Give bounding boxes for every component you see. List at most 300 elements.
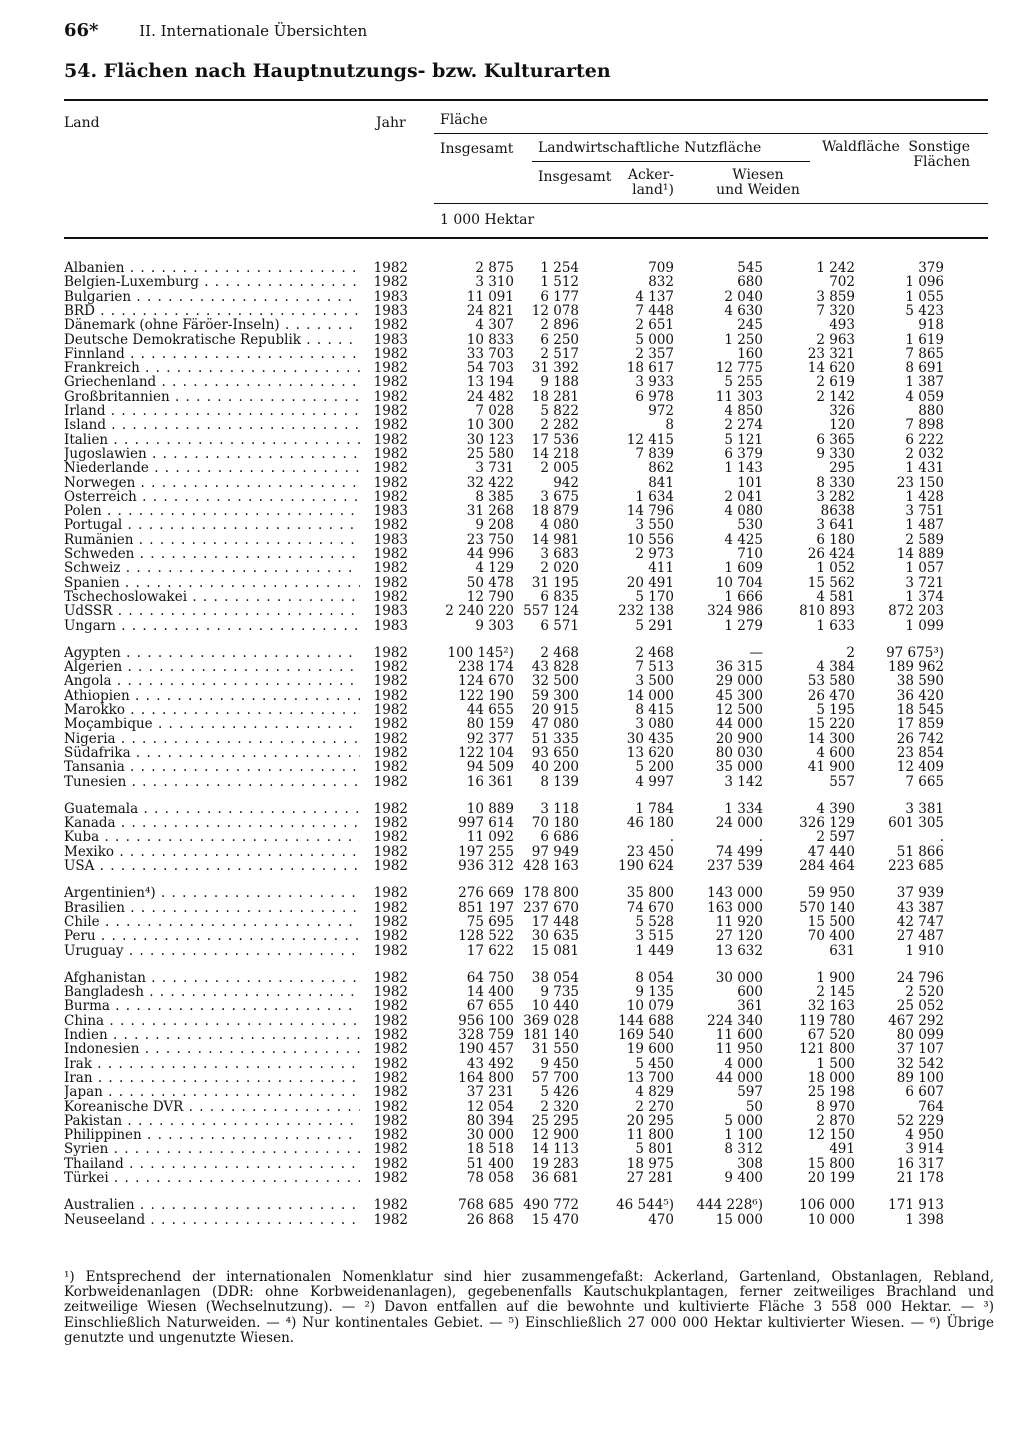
cell-lnf-insgesamt: 31 550 [531, 1041, 579, 1058]
cell-sonstige: 14 889 [896, 546, 944, 562]
cell-insgesamt: 10 889 [466, 800, 514, 817]
cell-ackerland: 30 435 [626, 730, 674, 747]
cell-sonstige: 38 590 [896, 673, 944, 690]
table-row [0, 845, 1024, 859]
cell-lnf-insgesamt: 490 772 [523, 1197, 579, 1214]
cell-ackerland: 8 415 [635, 702, 674, 718]
cell-insgesamt: 10 833 [466, 331, 514, 348]
cell-jahr: 1982 [373, 1155, 408, 1172]
cell-sonstige: 2 589 [905, 531, 944, 548]
cell-lnf-insgesamt: 9 735 [540, 984, 579, 1001]
cell-ackerland: 27 281 [626, 1170, 674, 1186]
cell-wald: 702 [829, 274, 855, 291]
cell-wald: 3 859 [816, 288, 855, 305]
cell-land: Italien . . . [64, 433, 360, 447]
cell-insgesamt: 3 731 [475, 460, 514, 477]
cell-lnf-insgesamt: 237 670 [523, 899, 579, 916]
cell-ackerland: 5 801 [635, 1141, 674, 1158]
cell-ackerland: . [669, 829, 674, 846]
cell-sonstige: 3 751 [905, 503, 944, 520]
cell-jahr: 1982 [373, 1084, 408, 1101]
cell-land: Schweiz . . . [64, 561, 360, 575]
cell-wiesen: 245 [737, 317, 763, 334]
cell-wald: 5 195 [816, 702, 855, 718]
header-rule-top [64, 99, 988, 101]
cell-lnf-insgesamt: 369 028 [523, 1012, 579, 1029]
table-row [0, 333, 1024, 347]
cell-wiesen: 2 274 [724, 417, 763, 434]
cell-lnf-insgesamt: 2 005 [540, 460, 579, 477]
cell-land: Tansania . . . [64, 760, 360, 774]
cell-sonstige: 1 057 [905, 560, 944, 577]
cell-ackerland: 1 449 [635, 942, 674, 959]
cell-wiesen: 12 500 [715, 702, 763, 718]
table-row [0, 944, 1024, 958]
cell-ackerland: 411 [648, 560, 674, 577]
cell-wiesen: 20 900 [715, 730, 763, 747]
table-row [0, 732, 1024, 746]
table-row [0, 576, 1024, 590]
cell-wiesen: 5 121 [724, 431, 763, 448]
cell-wiesen: 1 279 [724, 617, 763, 634]
cell-insgesamt: 16 361 [466, 773, 514, 790]
cell-jahr: 1982 [373, 1012, 408, 1029]
cell-wald: 53 580 [807, 673, 855, 690]
cell-ackerland: 18 617 [626, 360, 674, 377]
cell-lnf-insgesamt: 5 426 [540, 1084, 579, 1101]
col-header-flaeche: Fläche [440, 112, 488, 128]
cell-jahr: 1982 [373, 998, 408, 1015]
cell-wald: 4 390 [816, 800, 855, 817]
cell-jahr: 1982 [373, 431, 408, 448]
table-row [0, 418, 1024, 432]
cell-lnf-insgesamt: 8 139 [540, 773, 579, 790]
cell-insgesamt: 164 800 [458, 1069, 514, 1086]
cell-insgesamt: 54 703 [466, 360, 514, 377]
cell-insgesamt: 37 231 [466, 1084, 514, 1101]
cell-ackerland: 709 [648, 260, 674, 276]
cell-land: Brasilien . . . [64, 901, 360, 915]
cell-wiesen: 545 [737, 260, 763, 276]
cell-wiesen: 1 334 [724, 800, 763, 817]
col-header-lnf-insgesamt: Insgesamt [538, 169, 612, 185]
col-header-ackerland: Acker- land¹) [627, 167, 674, 198]
cell-wald: 2 142 [816, 388, 855, 405]
table-row [0, 1157, 1024, 1171]
cell-insgesamt: 44 655 [466, 702, 514, 718]
cell-insgesamt: 80 159 [466, 716, 514, 733]
cell-ackerland: 3 500 [635, 673, 674, 690]
cell-insgesamt: 30 123 [466, 431, 514, 448]
cell-wald: 15 562 [807, 574, 855, 591]
cell-lnf-insgesamt: 2 282 [540, 417, 579, 434]
cell-wald: 2 145 [816, 984, 855, 1001]
cell-insgesamt: 25 580 [466, 445, 514, 462]
cell-wald: 7 320 [816, 302, 855, 319]
col-header-land: Land [64, 115, 100, 131]
cell-wiesen: 11 950 [715, 1041, 763, 1058]
cell-wiesen: 5 255 [724, 374, 763, 391]
table-row [0, 689, 1024, 703]
cell-sonstige: 6 222 [905, 431, 944, 448]
cell-ackerland: 10 079 [626, 998, 674, 1015]
cell-land: Bangladesh . . . [64, 985, 360, 999]
cell-sonstige: 23 150 [896, 474, 944, 491]
cell-land: Österreich . . . [64, 490, 360, 504]
cell-wiesen: 361 [737, 998, 763, 1015]
col-header-jahr: Jahr [376, 115, 406, 131]
cell-land: Guatemala . . . [64, 802, 360, 816]
cell-insgesamt: 44 996 [466, 546, 514, 562]
cell-wiesen: 11 303 [715, 388, 763, 405]
cell-ackerland: 2 651 [635, 317, 674, 334]
cell-jahr: 1982 [373, 1069, 408, 1086]
cell-land: Peru . . . [64, 929, 360, 943]
table-row [0, 1213, 1024, 1227]
footnotes: ¹) Entsprechend der internationalen Nomenklatur sind hier zusammengefaßt: Ackerland, Gartenland, Obstanlagen, Rebland, Korbweidenanlagen (DDR: ohne Korbweidenanlagen), gegebenenfalls Kautschukplantagen, ferner zeitweiliges Brachland und zeitweilige Wiesen (Wechselnutzung). — ²) Davon entfallen auf die bewohnte und kultivierte Fläche 3 558 000 Hektar. — ³) Einschließlich Naturweiden. — ⁴) Nur kontinentales Gebiet. — ⁵) Einschließlich 27 000 000 Hektar kultivierter Wiesen. — ⁶) Übrige genutzte und ungenutzte Wiesen. [64, 1269, 994, 1346]
cell-lnf-insgesamt: 2 320 [540, 1098, 579, 1115]
cell-wiesen: 36 315 [715, 659, 763, 676]
table-row [0, 461, 1024, 475]
cell-insgesamt: 11 092 [466, 829, 514, 846]
table-row [0, 1085, 1024, 1099]
cell-jahr: 1982 [373, 759, 408, 776]
table-row [0, 999, 1024, 1013]
cell-insgesamt: 190 457 [458, 1041, 514, 1058]
cell-jahr: 1982 [373, 1098, 408, 1115]
cell-land: Argentinien⁴) . . . [64, 886, 360, 900]
cell-wiesen: 2 040 [724, 288, 763, 305]
table-row [0, 674, 1024, 688]
cell-jahr: 1982 [373, 942, 408, 959]
cell-wiesen: 1 250 [724, 331, 763, 348]
cell-wiesen: 30 000 [715, 969, 763, 986]
cell-lnf-insgesamt: 6 571 [540, 617, 579, 634]
cell-jahr: 1982 [373, 899, 408, 916]
cell-ackerland: 4 137 [635, 288, 674, 305]
cell-sonstige: 4 950 [905, 1127, 944, 1144]
cell-lnf-insgesamt: 3 675 [540, 488, 579, 505]
cell-lnf-insgesamt: 3 118 [540, 800, 579, 817]
cell-insgesamt: 50 478 [466, 574, 514, 591]
table-row [0, 619, 1024, 633]
cell-land: Neuseeland . . . [64, 1213, 360, 1227]
cell-wiesen: 24 000 [715, 815, 763, 832]
cell-wiesen: 4 850 [724, 403, 763, 419]
cell-wald: 8 330 [816, 474, 855, 491]
table-row [0, 746, 1024, 760]
cell-wald: 47 440 [807, 843, 855, 860]
cell-wald: 41 900 [807, 759, 855, 776]
cell-land: Irland . . . [64, 404, 360, 418]
cell-sonstige: 2 032 [905, 445, 944, 462]
cell-jahr: 1983 [373, 603, 408, 620]
cell-ackerland: 144 688 [618, 1012, 674, 1029]
table-row [0, 590, 1024, 604]
header-rule-bottom [64, 237, 988, 239]
cell-jahr: 1982 [373, 744, 408, 761]
cell-lnf-insgesamt: 25 295 [531, 1112, 579, 1129]
cell-jahr: 1982 [373, 984, 408, 1001]
cell-land: BRD . . . [64, 304, 360, 318]
cell-lnf-insgesamt: 6 250 [540, 331, 579, 348]
table-row [0, 476, 1024, 490]
table-row [0, 760, 1024, 774]
cell-insgesamt: 4 129 [475, 560, 514, 577]
cell-jahr: 1982 [373, 1141, 408, 1158]
cell-sonstige: 5 423 [905, 302, 944, 319]
cell-jahr: 1982 [373, 345, 408, 362]
cell-sonstige: 25 052 [896, 998, 944, 1015]
cell-sonstige: 37 939 [896, 885, 944, 902]
cell-land: Rumänien . . . [64, 533, 360, 547]
table-row [0, 717, 1024, 731]
cell-land: Tschechoslowakei . . . [64, 590, 360, 604]
table-row [0, 1100, 1024, 1114]
cell-land: Philippinen . . . [64, 1128, 360, 1142]
cell-insgesamt: 92 377 [466, 730, 514, 747]
cell-sonstige: 1 487 [905, 517, 944, 534]
cell-ackerland: 3 080 [635, 716, 674, 733]
cell-lnf-insgesamt: 93 650 [531, 744, 579, 761]
cell-wiesen: 27 120 [715, 928, 763, 945]
cell-ackerland: 3 515 [635, 928, 674, 945]
cell-land: Angola . . . [64, 674, 360, 688]
cell-sonstige: 42 747 [896, 913, 944, 930]
cell-land: Bulgarien . . . [64, 290, 360, 304]
cell-land: Indien . . . [64, 1028, 360, 1042]
cell-insgesamt: 78 058 [466, 1170, 514, 1186]
cell-jahr: 1982 [373, 858, 408, 874]
cell-insgesamt: 128 522 [458, 928, 514, 945]
cell-lnf-insgesamt: 2 020 [540, 560, 579, 577]
cell-insgesamt: 43 492 [466, 1055, 514, 1072]
cell-ackerland: 3 933 [635, 374, 674, 391]
unit-label: 1 000 Hektar [440, 212, 535, 228]
cell-wiesen: 237 539 [707, 858, 763, 874]
cell-lnf-insgesamt: 36 681 [531, 1170, 579, 1186]
cell-wald: 23 321 [807, 345, 855, 362]
table-row [0, 533, 1024, 547]
cell-sonstige: 3 721 [905, 574, 944, 591]
cell-insgesamt: 24 482 [466, 388, 514, 405]
cell-sonstige: 17 859 [896, 716, 944, 733]
cell-lnf-insgesamt: 17 448 [531, 913, 579, 930]
cell-insgesamt: 9 208 [475, 517, 514, 534]
table-row [0, 261, 1024, 275]
cell-jahr: 1982 [373, 260, 408, 276]
cell-wiesen: 74 499 [715, 843, 763, 860]
cell-wiesen: 1 609 [724, 560, 763, 577]
cell-jahr: 1982 [373, 1170, 408, 1186]
cell-land: Dänemark (ohne Färöer-Inseln) . . . [64, 318, 360, 332]
cell-insgesamt: 31 268 [466, 503, 514, 520]
cell-jahr: 1982 [373, 1027, 408, 1043]
section-title: II. Internationale Übersichten [139, 22, 368, 40]
cell-insgesamt: 80 394 [466, 1112, 514, 1129]
cell-wald: 2 [846, 644, 855, 661]
cell-insgesamt: 768 685 [458, 1197, 514, 1214]
cell-insgesamt: 75 695 [466, 913, 514, 930]
cell-sonstige: 18 545 [896, 702, 944, 718]
cell-wald: 4 384 [816, 659, 855, 676]
table-row [0, 490, 1024, 504]
table-row [0, 859, 1024, 873]
cell-insgesamt: 51 400 [466, 1155, 514, 1172]
table-row [0, 433, 1024, 447]
cell-jahr: 1982 [373, 885, 408, 902]
cell-wiesen: 2 041 [724, 488, 763, 505]
cell-land: Norwegen . . . [64, 476, 360, 490]
cell-land: Mexiko . . . [64, 845, 360, 859]
cell-wiesen: 45 300 [715, 687, 763, 704]
cell-land: Großbritannien . . . [64, 390, 360, 404]
cell-lnf-insgesamt: 2 468 [540, 644, 579, 661]
table-row [0, 971, 1024, 985]
cell-wiesen: 308 [737, 1155, 763, 1172]
cell-insgesamt: 2 875 [475, 260, 514, 276]
cell-lnf-insgesamt: 70 180 [531, 815, 579, 832]
cell-insgesamt: 11 091 [466, 288, 514, 305]
cell-sonstige: 1 099 [905, 617, 944, 634]
table-row [0, 275, 1024, 289]
cell-insgesamt: 3 310 [475, 274, 514, 291]
cell-insgesamt: 23 750 [466, 531, 514, 548]
cell-wald: 9 330 [816, 445, 855, 462]
table-row [0, 518, 1024, 532]
table-row [0, 561, 1024, 575]
cell-jahr: 1982 [373, 460, 408, 477]
cell-wiesen: 101 [737, 474, 763, 491]
cell-jahr: 1983 [373, 531, 408, 548]
cell-wald: 10 000 [807, 1211, 855, 1228]
cell-ackerland: 4 829 [635, 1084, 674, 1101]
cell-insgesamt: 122 104 [458, 744, 514, 761]
cell-jahr: 1982 [373, 317, 408, 334]
cell-wiesen: 3 142 [724, 773, 763, 790]
cell-wald: 8638 [820, 503, 855, 520]
cell-sonstige: 26 742 [896, 730, 944, 747]
cell-ackerland: 5 528 [635, 913, 674, 930]
cell-land: Griechenland . . . [64, 375, 360, 389]
cell-wiesen: 4 630 [724, 302, 763, 319]
cell-insgesamt: 12 790 [466, 588, 514, 605]
cell-insgesamt: 17 622 [466, 942, 514, 959]
cell-lnf-insgesamt: 10 440 [531, 998, 579, 1015]
cell-wald: 25 198 [807, 1084, 855, 1101]
table-row [0, 390, 1024, 404]
table-row [0, 830, 1024, 844]
cell-jahr: 1982 [373, 517, 408, 534]
cell-ackerland: 5 450 [635, 1055, 674, 1072]
cell-wiesen: 224 340 [707, 1012, 763, 1029]
cell-sonstige: 52 229 [896, 1112, 944, 1129]
cell-land: Türkei . . . [64, 1171, 360, 1185]
cell-jahr: 1982 [373, 843, 408, 860]
cell-wald: 14 300 [807, 730, 855, 747]
cell-jahr: 1982 [373, 574, 408, 591]
cell-wiesen: 160 [737, 345, 763, 362]
cell-jahr: 1982 [373, 702, 408, 718]
header-rule-lnf [532, 161, 810, 162]
cell-wiesen: 50 [745, 1098, 763, 1115]
cell-lnf-insgesamt: 2 896 [540, 317, 579, 334]
cell-wald: 3 282 [816, 488, 855, 505]
cell-wald: 2 870 [816, 1112, 855, 1129]
header-rule-unit [434, 203, 988, 204]
table-row [0, 290, 1024, 304]
cell-sonstige: 4 059 [905, 388, 944, 405]
cell-sonstige: 16 317 [896, 1155, 944, 1172]
cell-ackerland: 10 556 [626, 531, 674, 548]
table-row [0, 1057, 1024, 1071]
cell-land: Uruguay . . . [64, 944, 360, 958]
cell-sonstige: . [939, 829, 944, 846]
cell-land: Burma . . . [64, 999, 360, 1013]
cell-sonstige: 918 [918, 317, 944, 334]
cell-ackerland: 46 544⁵) [616, 1197, 674, 1214]
cell-jahr: 1982 [373, 1211, 408, 1228]
page-header [64, 20, 367, 41]
cell-insgesamt: 122 190 [458, 687, 514, 704]
cell-jahr: 1982 [373, 1127, 408, 1144]
cell-wald: 631 [829, 942, 855, 959]
cell-lnf-insgesamt: 19 283 [531, 1155, 579, 1172]
cell-wald: 326 129 [799, 815, 855, 832]
cell-land: Albanien . . . [64, 261, 360, 275]
cell-insgesamt: 997 614 [458, 815, 514, 832]
cell-sonstige: 601 305 [888, 815, 944, 832]
cell-wald: 32 163 [807, 998, 855, 1015]
cell-wiesen: 680 [737, 274, 763, 291]
cell-wald: 6 365 [816, 431, 855, 448]
table-row [0, 646, 1024, 660]
cell-lnf-insgesamt: 15 081 [531, 942, 579, 959]
cell-ackerland: 470 [648, 1211, 674, 1228]
table-row [0, 1171, 1024, 1185]
cell-insgesamt: 100 145²) [447, 644, 514, 661]
cell-lnf-insgesamt: 1 512 [540, 274, 579, 291]
cell-land: China . . . [64, 1014, 360, 1028]
cell-ackerland: 169 540 [618, 1027, 674, 1043]
cell-land: Iran . . . [64, 1071, 360, 1085]
cell-jahr: 1982 [373, 673, 408, 690]
cell-wiesen: 11 600 [715, 1027, 763, 1043]
cell-land: Äthiopien . . . [64, 689, 360, 703]
cell-sonstige: 89 100 [896, 1069, 944, 1086]
table-row [0, 901, 1024, 915]
cell-sonstige: 189 962 [888, 659, 944, 676]
cell-wiesen: 15 000 [715, 1211, 763, 1228]
cell-ackerland: 8 054 [635, 969, 674, 986]
table-row [0, 447, 1024, 461]
cell-sonstige: 1 398 [905, 1211, 944, 1228]
cell-wiesen: 8 312 [724, 1141, 763, 1158]
cell-land: Belgien-Luxemburg . . . [64, 275, 360, 289]
cell-wald: 2 597 [816, 829, 855, 846]
cell-sonstige: 51 866 [896, 843, 944, 860]
table-row [0, 361, 1024, 375]
table-row [0, 1128, 1024, 1142]
cell-insgesamt: 936 312 [458, 858, 514, 874]
cell-wiesen: 4 425 [724, 531, 763, 548]
cell-wald: 1 633 [816, 617, 855, 634]
cell-jahr: 1982 [373, 913, 408, 930]
cell-jahr: 1982 [373, 274, 408, 291]
cell-insgesamt: 64 750 [466, 969, 514, 986]
cell-lnf-insgesamt: 12 078 [531, 302, 579, 319]
cell-ackerland: 2 973 [635, 546, 674, 562]
